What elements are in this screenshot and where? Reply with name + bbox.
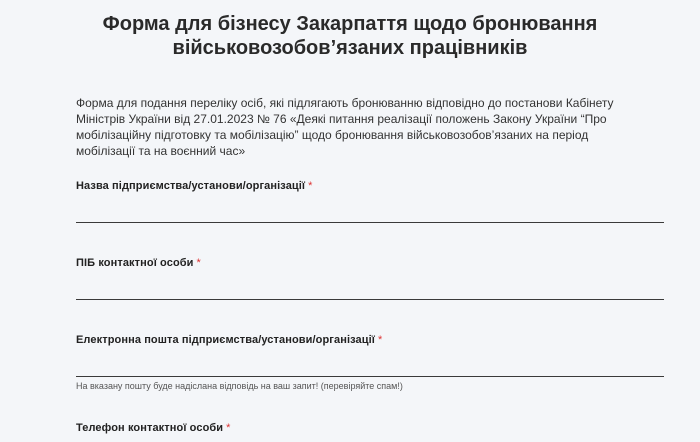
contact-name-input[interactable] bbox=[76, 276, 664, 300]
company-name-input[interactable] bbox=[76, 199, 664, 223]
contact-name-label-text: ПІБ контактної особи bbox=[76, 257, 194, 269]
contact-phone-label-text: Телефон контактної особи bbox=[76, 422, 224, 434]
company-name-label bbox=[76, 180, 313, 192]
required-marker: * bbox=[377, 334, 383, 346]
required-marker: * bbox=[308, 180, 313, 192]
form-title-line-1: Форма для бізнесу Закарпаття щодо бронювання bbox=[102, 13, 598, 35]
required-marker: * bbox=[196, 257, 201, 269]
description-line-2: Міністрів України від 27.01.2023 № 76 «Деякі питання реалізації положень Закону України “Про bbox=[76, 112, 607, 126]
description-line-4: мобілізації та на воєнний час» bbox=[76, 144, 246, 158]
form-title bbox=[0, 12, 700, 60]
company-email-label bbox=[76, 334, 382, 346]
contact-phone-label bbox=[76, 422, 231, 434]
description-line-3: мобілізаційну підготовку та мобілізацію” щодо бронювання військовозобов’язаних на період bbox=[76, 128, 589, 142]
required-marker: * bbox=[226, 422, 231, 434]
company-email-input[interactable] bbox=[76, 353, 664, 377]
description-line-1: Форма для подання переліку осіб, які підлягають бронюванню відповідно до постанови Кабінету bbox=[76, 96, 614, 110]
form-title-line-2: військовозобов’язаних працівників bbox=[172, 37, 528, 59]
email-hint-text: На вказану пошту буде надіслана відповідь на ваш запит! (перевіряйте спам!) bbox=[76, 381, 403, 391]
company-name-label-text: Назва підприємства/установи/організації bbox=[76, 180, 306, 192]
contact-name-label bbox=[76, 257, 201, 269]
company-email-label-text: Електронна пошта підприємства/установи/організації bbox=[76, 334, 375, 346]
form-description bbox=[76, 95, 676, 159]
